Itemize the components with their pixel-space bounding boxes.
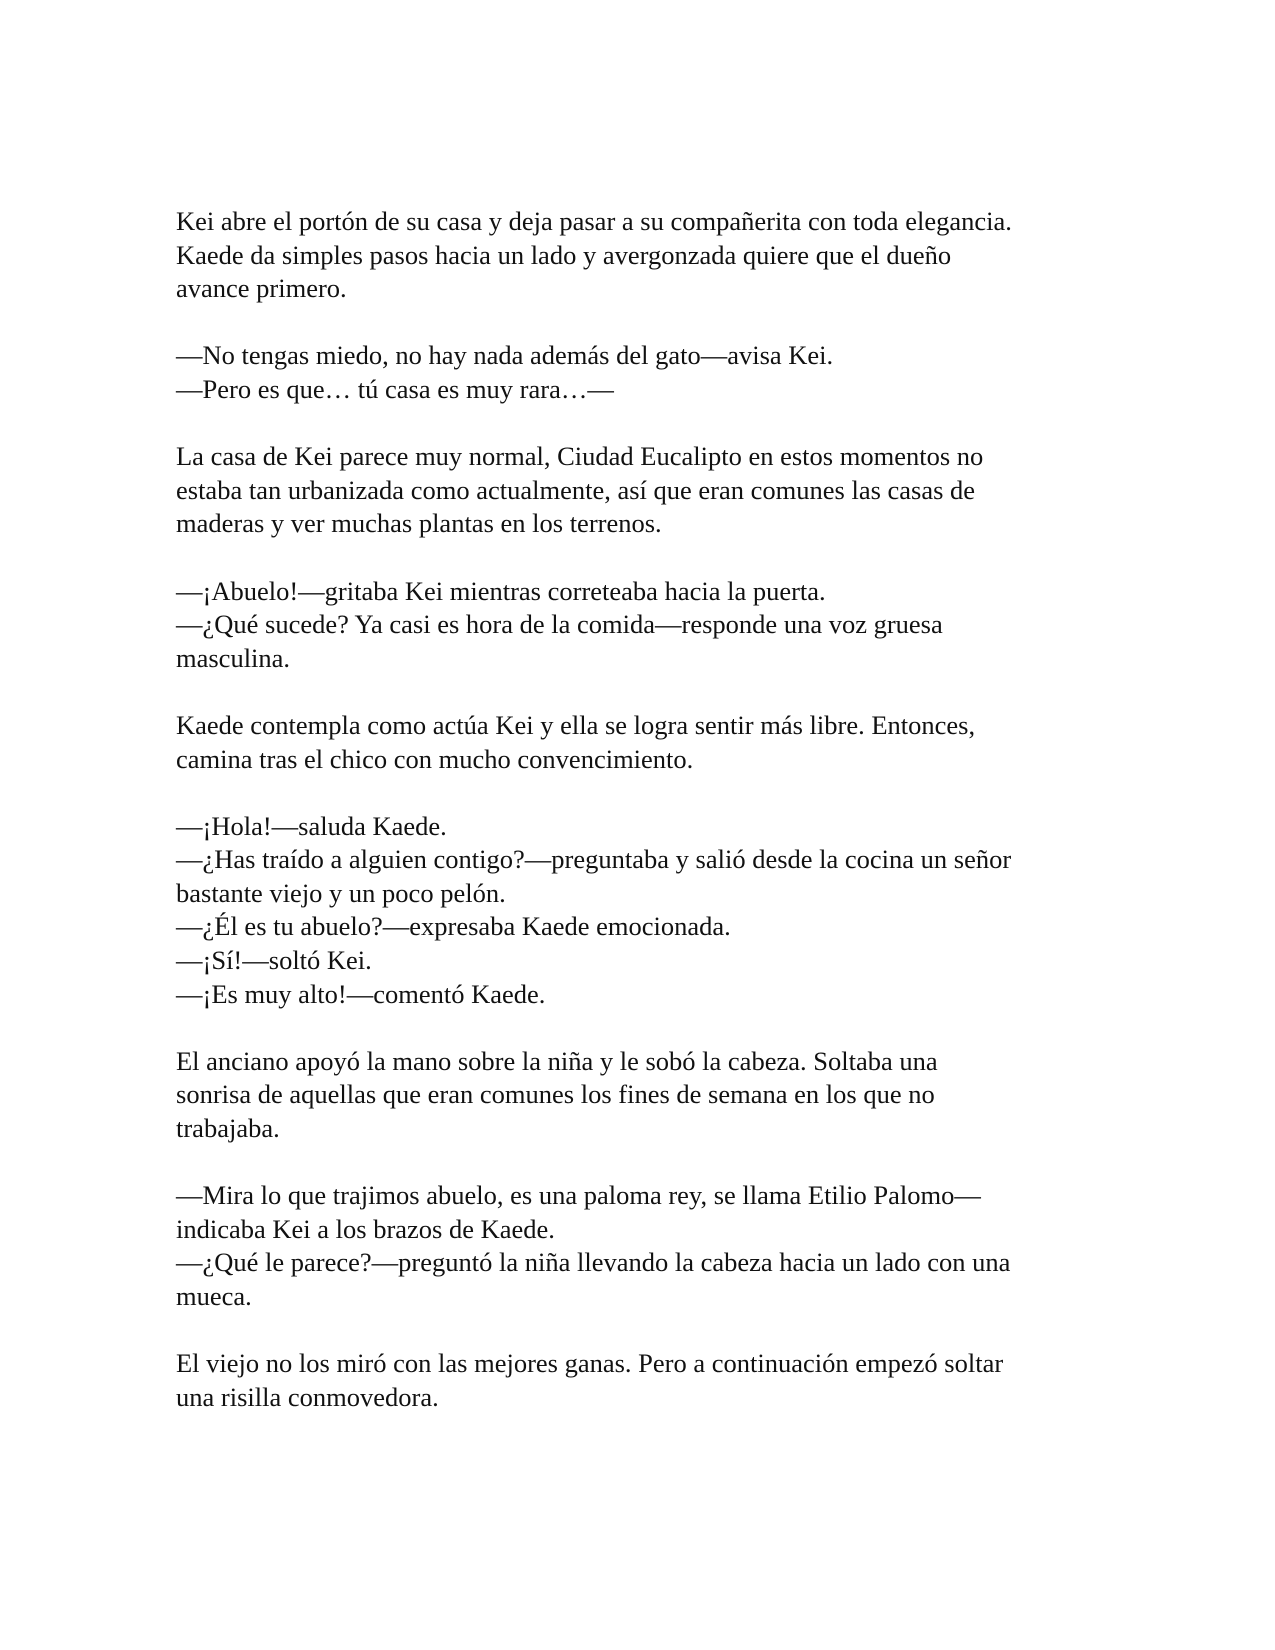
text-line: —¡Abuelo!—gritaba Kei mientras correteaba hacia la puerta.: [176, 575, 826, 606]
text-line: El anciano apoyó la mano sobre la niña y le sobó la cabeza. Soltaba una: [176, 1045, 938, 1076]
paragraph: [176, 1179, 1106, 1313]
text-line: —¿Has traído a alguien contigo?—preguntaba y salió desde la cocina un señor: [176, 844, 1012, 875]
paragraph: [176, 709, 1106, 776]
paragraph: [176, 1045, 1106, 1146]
text-line: —No tengas miedo, no hay nada además del gato—avisa Kei.: [176, 340, 834, 371]
text-line: —¿Él es tu abuelo?—expresaba Kaede emocionada.: [176, 911, 731, 942]
paragraph-gap: [176, 776, 1106, 810]
paragraph-gap: [176, 407, 1106, 441]
story-text: [176, 205, 1106, 1414]
paragraph: [176, 440, 1106, 541]
text-line: —¿Qué le parece?—preguntó la niña llevando la cabeza hacia un lado con una: [176, 1247, 1011, 1278]
text-line: El viejo no los miró con las mejores ganas. Pero a continuación empezó soltar: [176, 1348, 1004, 1379]
paragraph-gap: [176, 1011, 1106, 1045]
paragraph: [176, 339, 1106, 406]
text-line: Kei abre el portón de su casa y deja pasar a su compañerita con toda elegancia.: [176, 206, 1012, 236]
text-line: una risilla conmovedora.: [176, 1381, 439, 1412]
text-line: bastante viejo y un poco pelón.: [176, 877, 506, 908]
text-line: —¿Qué sucede? Ya casi es hora de la comida—responde una voz gruesa: [176, 609, 943, 640]
text-line: camina tras el chico con mucho convencimiento.: [176, 743, 694, 774]
text-line: Kaede da simples pasos hacia un lado y avergonzada quiere que el dueño: [176, 239, 952, 270]
text-line: avance primero.: [176, 273, 347, 304]
text-line: —¡Hola!—saluda Kaede.: [176, 810, 447, 841]
paragraph-gap: [176, 1314, 1106, 1348]
text-line: maderas y ver muchas plantas en los terrenos.: [176, 508, 662, 539]
paragraph: [176, 1347, 1106, 1414]
text-line: indicaba Kei a los brazos de Kaede.: [176, 1213, 555, 1244]
paragraph: [176, 575, 1106, 676]
paragraph-gap: [176, 541, 1106, 575]
paragraph: [176, 205, 1106, 306]
text-line: estaba tan urbanizada como actualmente, así que eran comunes las casas de: [176, 474, 976, 505]
text-line: trabajaba.: [176, 1113, 280, 1144]
text-line: —Pero es que… tú casa es muy rara…—: [176, 373, 614, 404]
paragraph-gap: [176, 306, 1106, 340]
text-line: Kaede contempla como actúa Kei y ella se logra sentir más libre. Entonces,: [176, 709, 976, 740]
text-line: masculina.: [176, 642, 291, 673]
text-line: —¡Es muy alto!—comentó Kaede.: [176, 978, 546, 1009]
text-line: sonrisa de aquellas que eran comunes los fines de semana en los que no: [176, 1079, 935, 1110]
text-line: —¡Sí!—soltó Kei.: [176, 945, 372, 976]
paragraph: [176, 810, 1106, 1012]
text-line: mueca.: [176, 1281, 252, 1311]
paragraph-gap: [176, 1146, 1106, 1180]
text-line: —Mira lo que trajimos abuelo, es una paloma rey, se llama Etilio Palomo—: [176, 1180, 981, 1211]
text-line: La casa de Kei parece muy normal, Ciudad Eucalipto en estos momentos no: [176, 441, 984, 472]
paragraph-gap: [176, 675, 1106, 709]
